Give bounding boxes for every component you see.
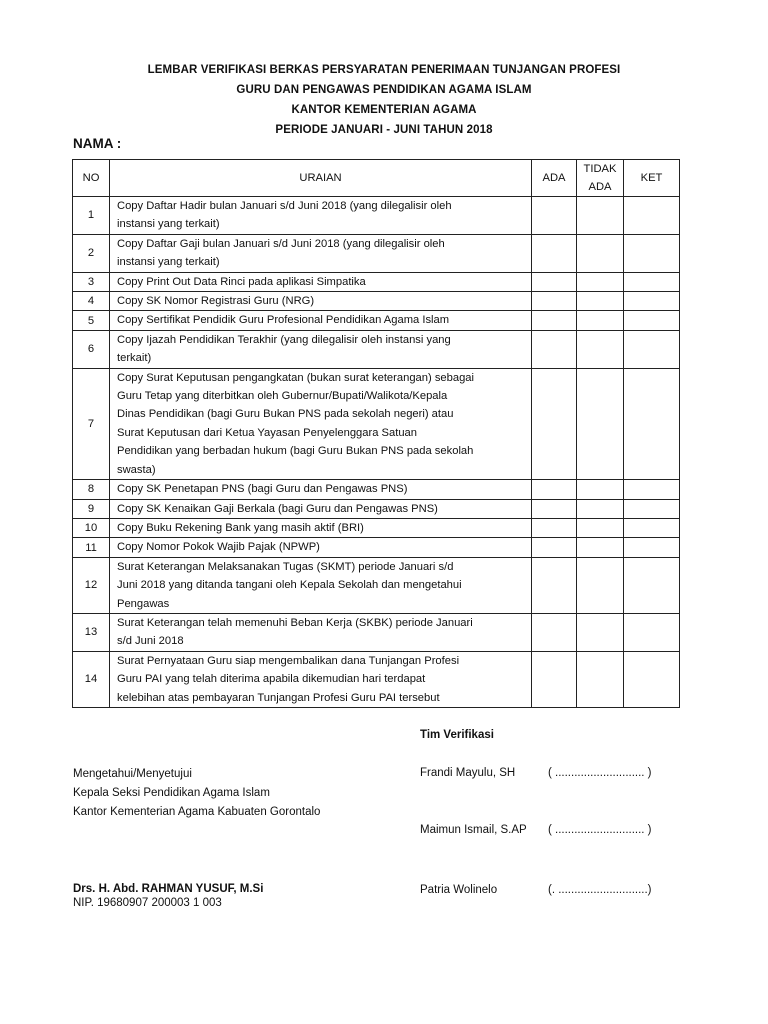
tidak-ada-cell[interactable] [577, 538, 624, 557]
approval-line: Mengetahui/Menyetujui [73, 768, 192, 780]
ada-cell[interactable] [532, 197, 577, 235]
table-row [73, 480, 680, 499]
row-number: 2 [73, 234, 110, 272]
row-number: 12 [73, 557, 110, 613]
row-number: 8 [73, 480, 110, 499]
ada-cell[interactable] [532, 234, 577, 272]
description-line: Copy SK Kenaikan Gaji Berkala (bagi Guru dan Pengawas PNS) [117, 502, 438, 515]
ada-cell[interactable] [532, 499, 577, 518]
table-row [73, 651, 680, 707]
signature-blank: ( ............................ ) [548, 767, 652, 779]
ket-cell[interactable] [624, 197, 680, 235]
header-ada: ADA [532, 160, 577, 197]
row-number: 9 [73, 499, 110, 518]
tidak-ada-cell[interactable] [577, 557, 624, 613]
row-description [110, 480, 532, 499]
approval-block [73, 765, 320, 822]
title-line-3: KANTOR KEMENTERIAN AGAMA [291, 104, 477, 116]
description-line: Copy Sertifikat Pendidik Guru Profesional Pendidikan Agama Islam [117, 314, 450, 327]
verification-table [72, 159, 680, 708]
head-name: Drs. H. Abd. RAHMAN YUSUF, M.Si [73, 883, 264, 895]
ket-cell[interactable] [624, 292, 680, 311]
ket-cell[interactable] [624, 538, 680, 557]
description-line: Surat Keterangan telah memenuhi Beban Kerja (SKBK) periode Januari [117, 616, 473, 629]
tidak-ada-cell[interactable] [577, 292, 624, 311]
description-line: kelebihan atas pembayaran Tunjangan Profesi Guru PAI tersebut [117, 691, 440, 704]
table-row [73, 499, 680, 518]
header-tidak-ada [577, 160, 624, 197]
description-line: Surat Keputusan dari Ketua Yayasan Penyelenggara Satuan [117, 426, 418, 439]
ada-cell[interactable] [532, 538, 577, 557]
description-line: Copy Buku Rekening Bank yang masih aktif (BRI) [117, 521, 364, 534]
description-line: Guru Tetap yang diterbitkan oleh Gubernur/Bupati/Walikota/Kepala [117, 390, 448, 403]
row-number: 1 [73, 197, 110, 235]
description-line: Juni 2018 yang ditanda tangani oleh Kepala Sekolah dan mengetahui [117, 579, 462, 592]
row-number: 4 [73, 292, 110, 311]
row-description [110, 197, 532, 235]
row-description [110, 330, 532, 368]
ada-cell[interactable] [532, 368, 577, 479]
ket-cell[interactable] [624, 499, 680, 518]
description-line: Copy SK Penetapan PNS (bagi Guru dan Pengawas PNS) [117, 483, 408, 496]
ada-cell[interactable] [532, 292, 577, 311]
description-line: Copy Daftar Gaji bulan Januari s/d Juni 2018 (yang dilegalisir oleh [117, 237, 445, 250]
table-row [73, 272, 680, 291]
ada-cell[interactable] [532, 651, 577, 707]
tidak-ada-cell[interactable] [577, 518, 624, 537]
header-uraian: URAIAN [110, 160, 532, 197]
tidak-ada-cell[interactable] [577, 272, 624, 291]
description-line: Copy Surat Keputusan pengangkatan (bukan surat keterangan) sebagai [117, 371, 475, 384]
ket-cell[interactable] [624, 330, 680, 368]
ket-cell[interactable] [624, 518, 680, 537]
row-number: 6 [73, 330, 110, 368]
ada-cell[interactable] [532, 330, 577, 368]
table-row [73, 518, 680, 537]
title-line-1: LEMBAR VERIFIKASI BERKAS PERSYARATAN PENERIMAAN TUNJANGAN PROFESI [147, 64, 621, 76]
ada-cell[interactable] [532, 613, 577, 651]
title-line-2: GURU DAN PENGAWAS PENDIDIKAN AGAMA ISLAM [236, 84, 532, 96]
table-row [73, 557, 680, 613]
tidak-ada-cell[interactable] [577, 197, 624, 235]
verifier-name: Frandi Mayulu, SH [420, 767, 516, 779]
description-line: Copy Print Out Data Rinci pada aplikasi Simpatika [117, 275, 366, 288]
row-number: 14 [73, 651, 110, 707]
ket-cell[interactable] [624, 311, 680, 330]
approval-line: Kantor Kementerian Agama Kabuaten Gorontalo [73, 806, 321, 818]
header-tidak: TIDAK [583, 163, 617, 175]
ada-cell[interactable] [532, 557, 577, 613]
ket-cell[interactable] [624, 368, 680, 479]
table-row [73, 197, 680, 235]
description-line: s/d Juni 2018 [117, 635, 184, 648]
row-description [110, 499, 532, 518]
tidak-ada-cell[interactable] [577, 480, 624, 499]
signature-blank: (. ............................) [548, 884, 652, 896]
table-row [73, 368, 680, 479]
row-description [110, 292, 532, 311]
description-line: Copy Daftar Hadir bulan Januari s/d Juni 2018 (yang dilegalisir oleh [117, 200, 452, 212]
ket-cell[interactable] [624, 613, 680, 651]
header-no: NO [73, 160, 110, 197]
description-line: Copy SK Nomor Registrasi Guru (NRG) [117, 295, 315, 308]
tidak-ada-cell[interactable] [577, 613, 624, 651]
tidak-ada-cell[interactable] [577, 330, 624, 368]
row-number: 10 [73, 518, 110, 537]
row-description [110, 311, 532, 330]
description-line: instansi yang terkait) [117, 218, 220, 231]
description-line: instansi yang terkait) [117, 256, 220, 269]
ket-cell[interactable] [624, 480, 680, 499]
table-row [73, 330, 680, 368]
head-nip: NIP. 19680907 200003 1 003 [73, 897, 222, 909]
row-number: 13 [73, 613, 110, 651]
tidak-ada-cell[interactable] [577, 368, 624, 479]
description-line: Copy Nomor Pokok Wajib Pajak (NPWP) [117, 541, 320, 554]
description-line: Surat Keterangan Melaksanakan Tugas (SKMT) periode Januari s/d [117, 560, 454, 573]
approval-line: Kepala Seksi Pendidikan Agama Islam [73, 787, 270, 799]
ket-cell[interactable] [624, 651, 680, 707]
row-number: 5 [73, 311, 110, 330]
ket-cell[interactable] [624, 272, 680, 291]
row-description [110, 368, 532, 479]
description-line: Pendidikan yang berbadan hukum (bagi Guru Bukan PNS pada sekolah [117, 445, 474, 458]
tidak-ada-cell[interactable] [577, 499, 624, 518]
verifier-name: Maimun Ismail, S.AP [420, 824, 527, 836]
description-line: Dinas Pendidikan (bagi Guru Bukan PNS pada sekolah negeri) atau [117, 408, 454, 421]
header-ket: KET [624, 160, 680, 197]
description-line: Pengawas [117, 597, 170, 610]
tidak-ada-cell[interactable] [577, 234, 624, 272]
row-description [110, 518, 532, 537]
row-number: 11 [73, 538, 110, 557]
tim-verifikasi-title: Tim Verifikasi [420, 729, 494, 741]
description-line: Guru PAI yang telah diterima apabila dikemudian hari terdapat [117, 673, 426, 686]
title-line-4: PERIODE JANUARI - JUNI TAHUN 2018 [275, 124, 493, 136]
row-number: 3 [73, 272, 110, 291]
table-row [73, 292, 680, 311]
row-description [110, 538, 532, 557]
table-row [73, 234, 680, 272]
row-description [110, 557, 532, 613]
ket-cell[interactable] [624, 234, 680, 272]
row-description [110, 613, 532, 651]
ket-cell[interactable] [624, 557, 680, 613]
tidak-ada-cell[interactable] [577, 311, 624, 330]
tidak-ada-cell[interactable] [577, 651, 624, 707]
table-row [73, 613, 680, 651]
nama-label: NAMA : [73, 136, 122, 151]
ada-cell[interactable] [532, 272, 577, 291]
description-line: Copy Ijazah Pendidikan Terakhir (yang dilegalisir oleh instansi yang [117, 333, 451, 346]
description-line: terkait) [117, 352, 152, 365]
description-line: Surat Pernyataan Guru siap mengembalikan dana Tunjangan Profesi [117, 654, 460, 667]
table-header-row [73, 160, 680, 197]
ada-cell[interactable] [532, 518, 577, 537]
row-description [110, 651, 532, 707]
row-number: 7 [73, 368, 110, 479]
signature-blank: ( ............................ ) [548, 824, 652, 836]
description-line: swasta) [117, 463, 156, 476]
row-description [110, 272, 532, 291]
table-row [73, 311, 680, 330]
verifier-name: Patria Wolinelo [420, 884, 498, 896]
document-title [0, 60, 768, 140]
ada-cell[interactable] [532, 480, 577, 499]
table-row [73, 538, 680, 557]
ada-cell[interactable] [532, 311, 577, 330]
row-description [110, 234, 532, 272]
header-tidak-ada-word: ADA [588, 181, 612, 193]
